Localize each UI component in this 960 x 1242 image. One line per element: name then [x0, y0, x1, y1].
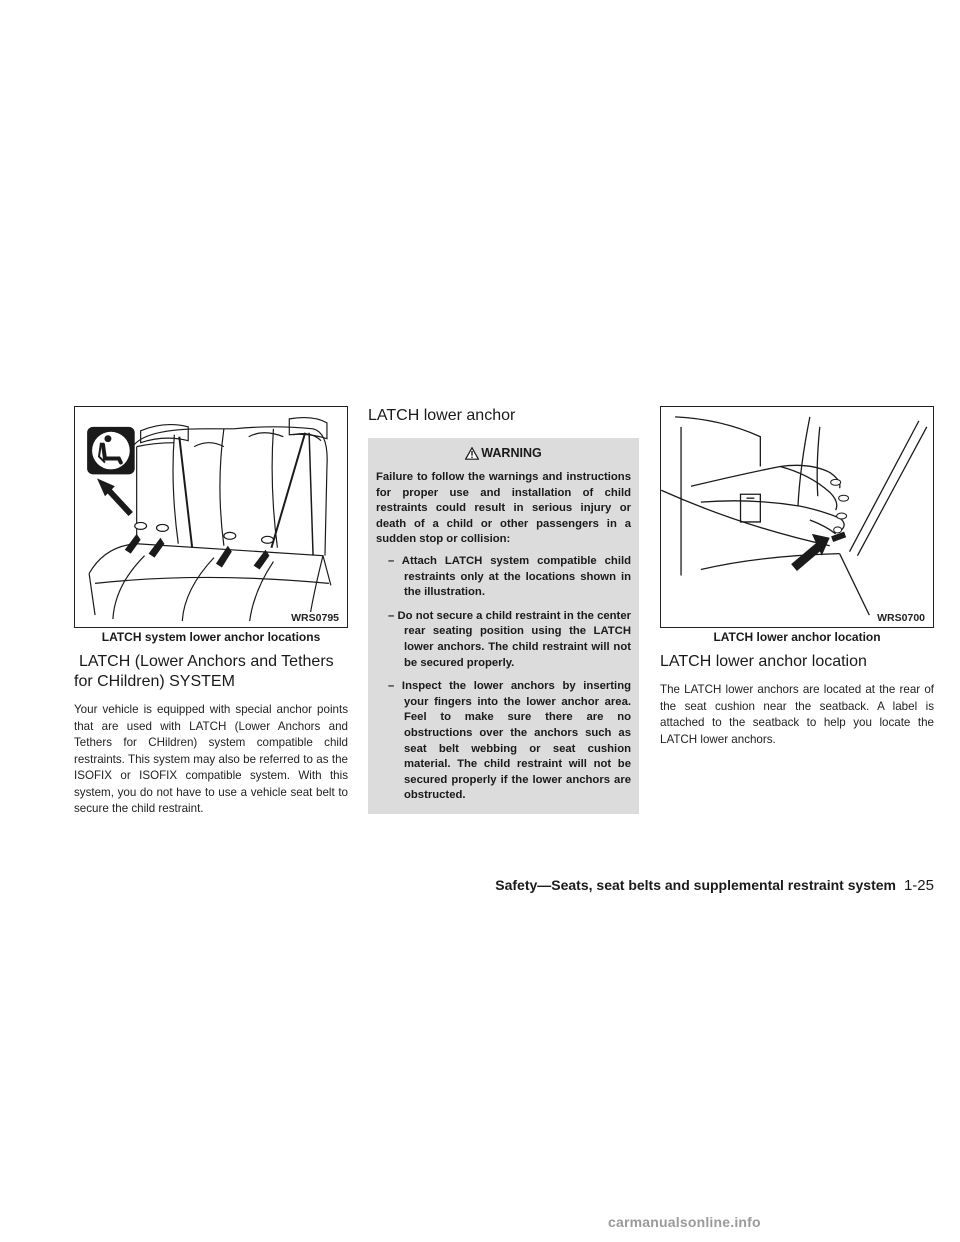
page-footer: [495, 877, 934, 894]
figure-code: WRS0700: [877, 612, 925, 624]
left-column: [74, 406, 348, 818]
warning-label: WARNING: [481, 446, 542, 460]
page-number: 1-25: [903, 877, 934, 894]
anchor-location-illustration: [660, 406, 934, 628]
rear-seat-drawing: [75, 407, 347, 627]
figure-caption: LATCH system lower anchor locations: [101, 630, 321, 644]
hand-anchor-drawing: [661, 407, 933, 627]
warning-item: – Do not secure a child restraint in the center rear seating position using the LATCH lower anchors. The child restraint will not be secured properly.: [388, 609, 631, 669]
warning-item: – Inspect the lower anchors by inserting your fingers into the lower anchor area. Feel to make sure there are no obstructions over the anchors such as seat belt webbing or seat cushion material. The child restraint will not be secured properly if the lower anchors are obstructed.: [388, 680, 631, 802]
figure-caption: LATCH lower anchor location: [713, 630, 881, 644]
section-heading: LATCH (Lower Anchors and Tethers for CHildren) SYSTEM: [74, 653, 334, 690]
watermark: carmanualsonline.info: [608, 1214, 761, 1230]
warning-intro: Failure to follow the warnings and instructions for proper use and installation of child restraints could result in serious injury or death of a child or other passengers in a sudden stop or collision:: [376, 471, 631, 546]
warning-list: [376, 554, 631, 804]
right-column: [660, 406, 934, 748]
section-heading: LATCH lower anchor location: [660, 653, 867, 670]
anchor-pointer-arrow-icon: [97, 478, 131, 514]
warning-box: [368, 438, 639, 814]
body-paragraph: Your vehicle is equipped with special anchor points that are used with LATCH (Lower Anchors and Tethers for CHildren) system compatible child restraints. This system may also be referred to as the ISOFIX or ISOFIX compatible system. With this system, you do not have to use a vehicle seat belt to secure the child restraint.: [74, 703, 348, 815]
latch-symbol-icon: [87, 427, 135, 475]
middle-column: [368, 406, 639, 814]
body-paragraph: The LATCH lower anchors are located at the rear of the seat cushion near the seatback. A label is attached to the seatback to help you locate the LATCH lower anchors.: [660, 683, 934, 746]
figure-code: WRS0795: [291, 612, 339, 624]
section-heading: LATCH lower anchor: [368, 407, 516, 424]
warning-header: [376, 444, 631, 462]
warning-triangle-icon: [465, 447, 479, 460]
warning-item: – Attach LATCH system compatible child restraints only at the locations shown in the illustration.: [388, 554, 631, 599]
rear-seat-illustration: [74, 406, 348, 628]
anchor-arrows-icon: [125, 534, 270, 570]
footer-section-title: Safety—Seats, seat belts and supplemental restraint system: [495, 877, 896, 893]
